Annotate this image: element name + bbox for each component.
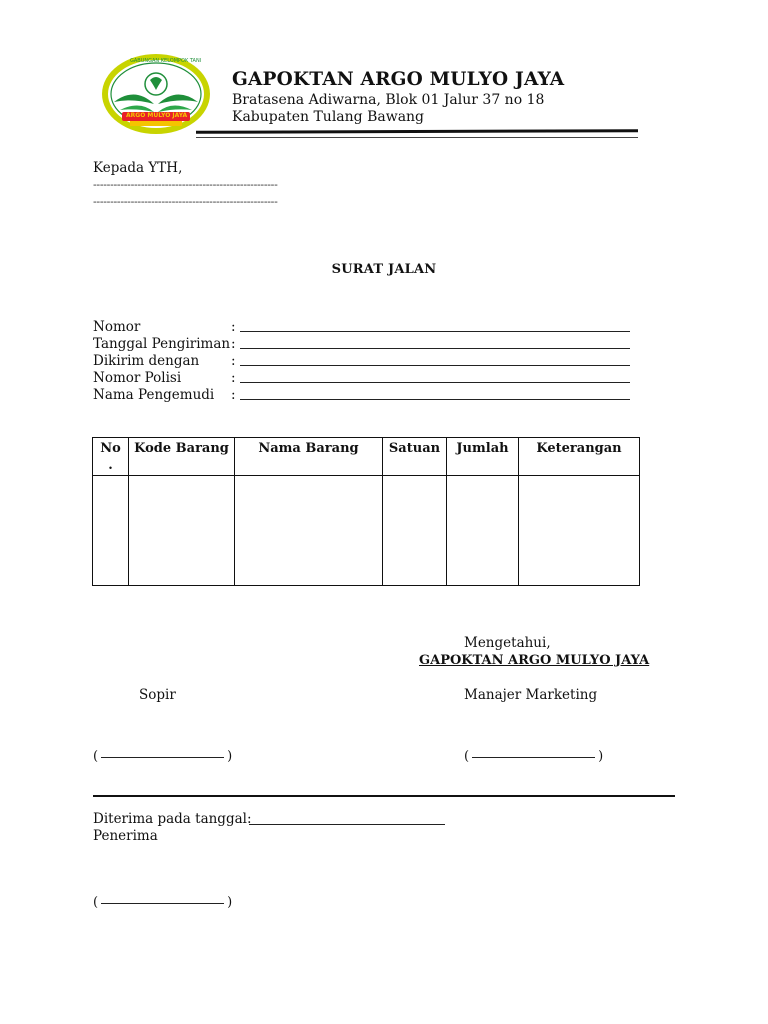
field-colon: : bbox=[231, 336, 236, 352]
logo-arc-text: GABUNGAN KELOMPOK TANI bbox=[130, 58, 202, 64]
field-input-nama-pengemudi[interactable] bbox=[240, 399, 630, 400]
recipient-line-1[interactable]: ------------------------------------------------------ bbox=[93, 178, 278, 191]
document-title: SURAT JALAN bbox=[331, 262, 437, 277]
received-date-label: Diterima pada tanggal: bbox=[93, 811, 252, 827]
cell-kode-barang[interactable] bbox=[129, 476, 235, 586]
items-table bbox=[92, 437, 640, 586]
field-colon: : bbox=[231, 353, 236, 369]
field-label-nomor: Nomor bbox=[93, 319, 141, 335]
signature-blank[interactable] bbox=[101, 756, 224, 758]
table-row bbox=[93, 476, 640, 586]
receiver-role-label: Penerima bbox=[93, 828, 158, 844]
letterhead-rule-thin bbox=[196, 137, 638, 138]
cell-nama-barang[interactable] bbox=[235, 476, 383, 586]
field-input-nomor-polisi[interactable] bbox=[240, 382, 630, 383]
table-header-row bbox=[93, 438, 640, 476]
manager-signature-field[interactable]: ( ) bbox=[464, 749, 604, 764]
organization-logo bbox=[100, 52, 212, 136]
header-keterangan: Keterangan bbox=[519, 438, 640, 476]
signing-organization: GAPOKTAN ARGO MULYO JAYA bbox=[419, 653, 650, 668]
header-satuan: Satuan bbox=[383, 438, 447, 476]
field-colon: : bbox=[231, 319, 236, 335]
driver-role-label: Sopir bbox=[139, 687, 176, 703]
logo-banner-text: ARGO MULYO JAYA bbox=[126, 112, 188, 119]
acknowledge-label: Mengetahui, bbox=[464, 635, 551, 651]
field-colon: : bbox=[231, 370, 236, 386]
received-date-input[interactable] bbox=[249, 824, 445, 825]
field-input-dikirim-dengan[interactable] bbox=[240, 365, 630, 366]
header-no: No . bbox=[93, 438, 129, 476]
field-input-tanggal-pengiriman[interactable] bbox=[240, 348, 630, 349]
cell-jumlah[interactable] bbox=[447, 476, 519, 586]
header-nama-barang: Nama Barang bbox=[235, 438, 383, 476]
field-label-nama-pengemudi: Nama Pengemudi bbox=[93, 387, 215, 403]
cell-no[interactable] bbox=[93, 476, 129, 586]
recipient-label: Kepada YTH, bbox=[93, 160, 183, 176]
organization-name: GAPOKTAN ARGO MULYO JAYA bbox=[232, 69, 565, 90]
field-label-dikirim-dengan: Dikirim dengan bbox=[93, 353, 200, 369]
letterhead-rule-thick bbox=[196, 129, 638, 134]
field-colon: : bbox=[231, 387, 236, 403]
address-line-1: Bratasena Adiwarna, Blok 01 Jalur 37 no 18 bbox=[232, 92, 545, 108]
recipient-line-2[interactable]: ------------------------------------------------------ bbox=[93, 195, 278, 208]
signature-blank[interactable] bbox=[101, 902, 224, 904]
cell-keterangan[interactable] bbox=[519, 476, 640, 586]
address-line-2: Kabupaten Tulang Bawang bbox=[232, 109, 425, 125]
signature-blank[interactable] bbox=[472, 756, 595, 758]
field-label-nomor-polisi: Nomor Polisi bbox=[93, 370, 182, 386]
section-divider bbox=[93, 795, 675, 797]
driver-signature-field[interactable]: ( ) bbox=[93, 749, 233, 764]
cell-satuan[interactable] bbox=[383, 476, 447, 586]
header-jumlah: Jumlah bbox=[447, 438, 519, 476]
field-input-nomor[interactable] bbox=[240, 331, 630, 332]
receiver-signature-field[interactable]: ( ) bbox=[93, 895, 233, 910]
field-label-tanggal-pengiriman: Tanggal Pengiriman bbox=[93, 336, 231, 352]
manager-role-label: Manajer Marketing bbox=[464, 687, 598, 703]
header-kode-barang: Kode Barang bbox=[129, 438, 235, 476]
